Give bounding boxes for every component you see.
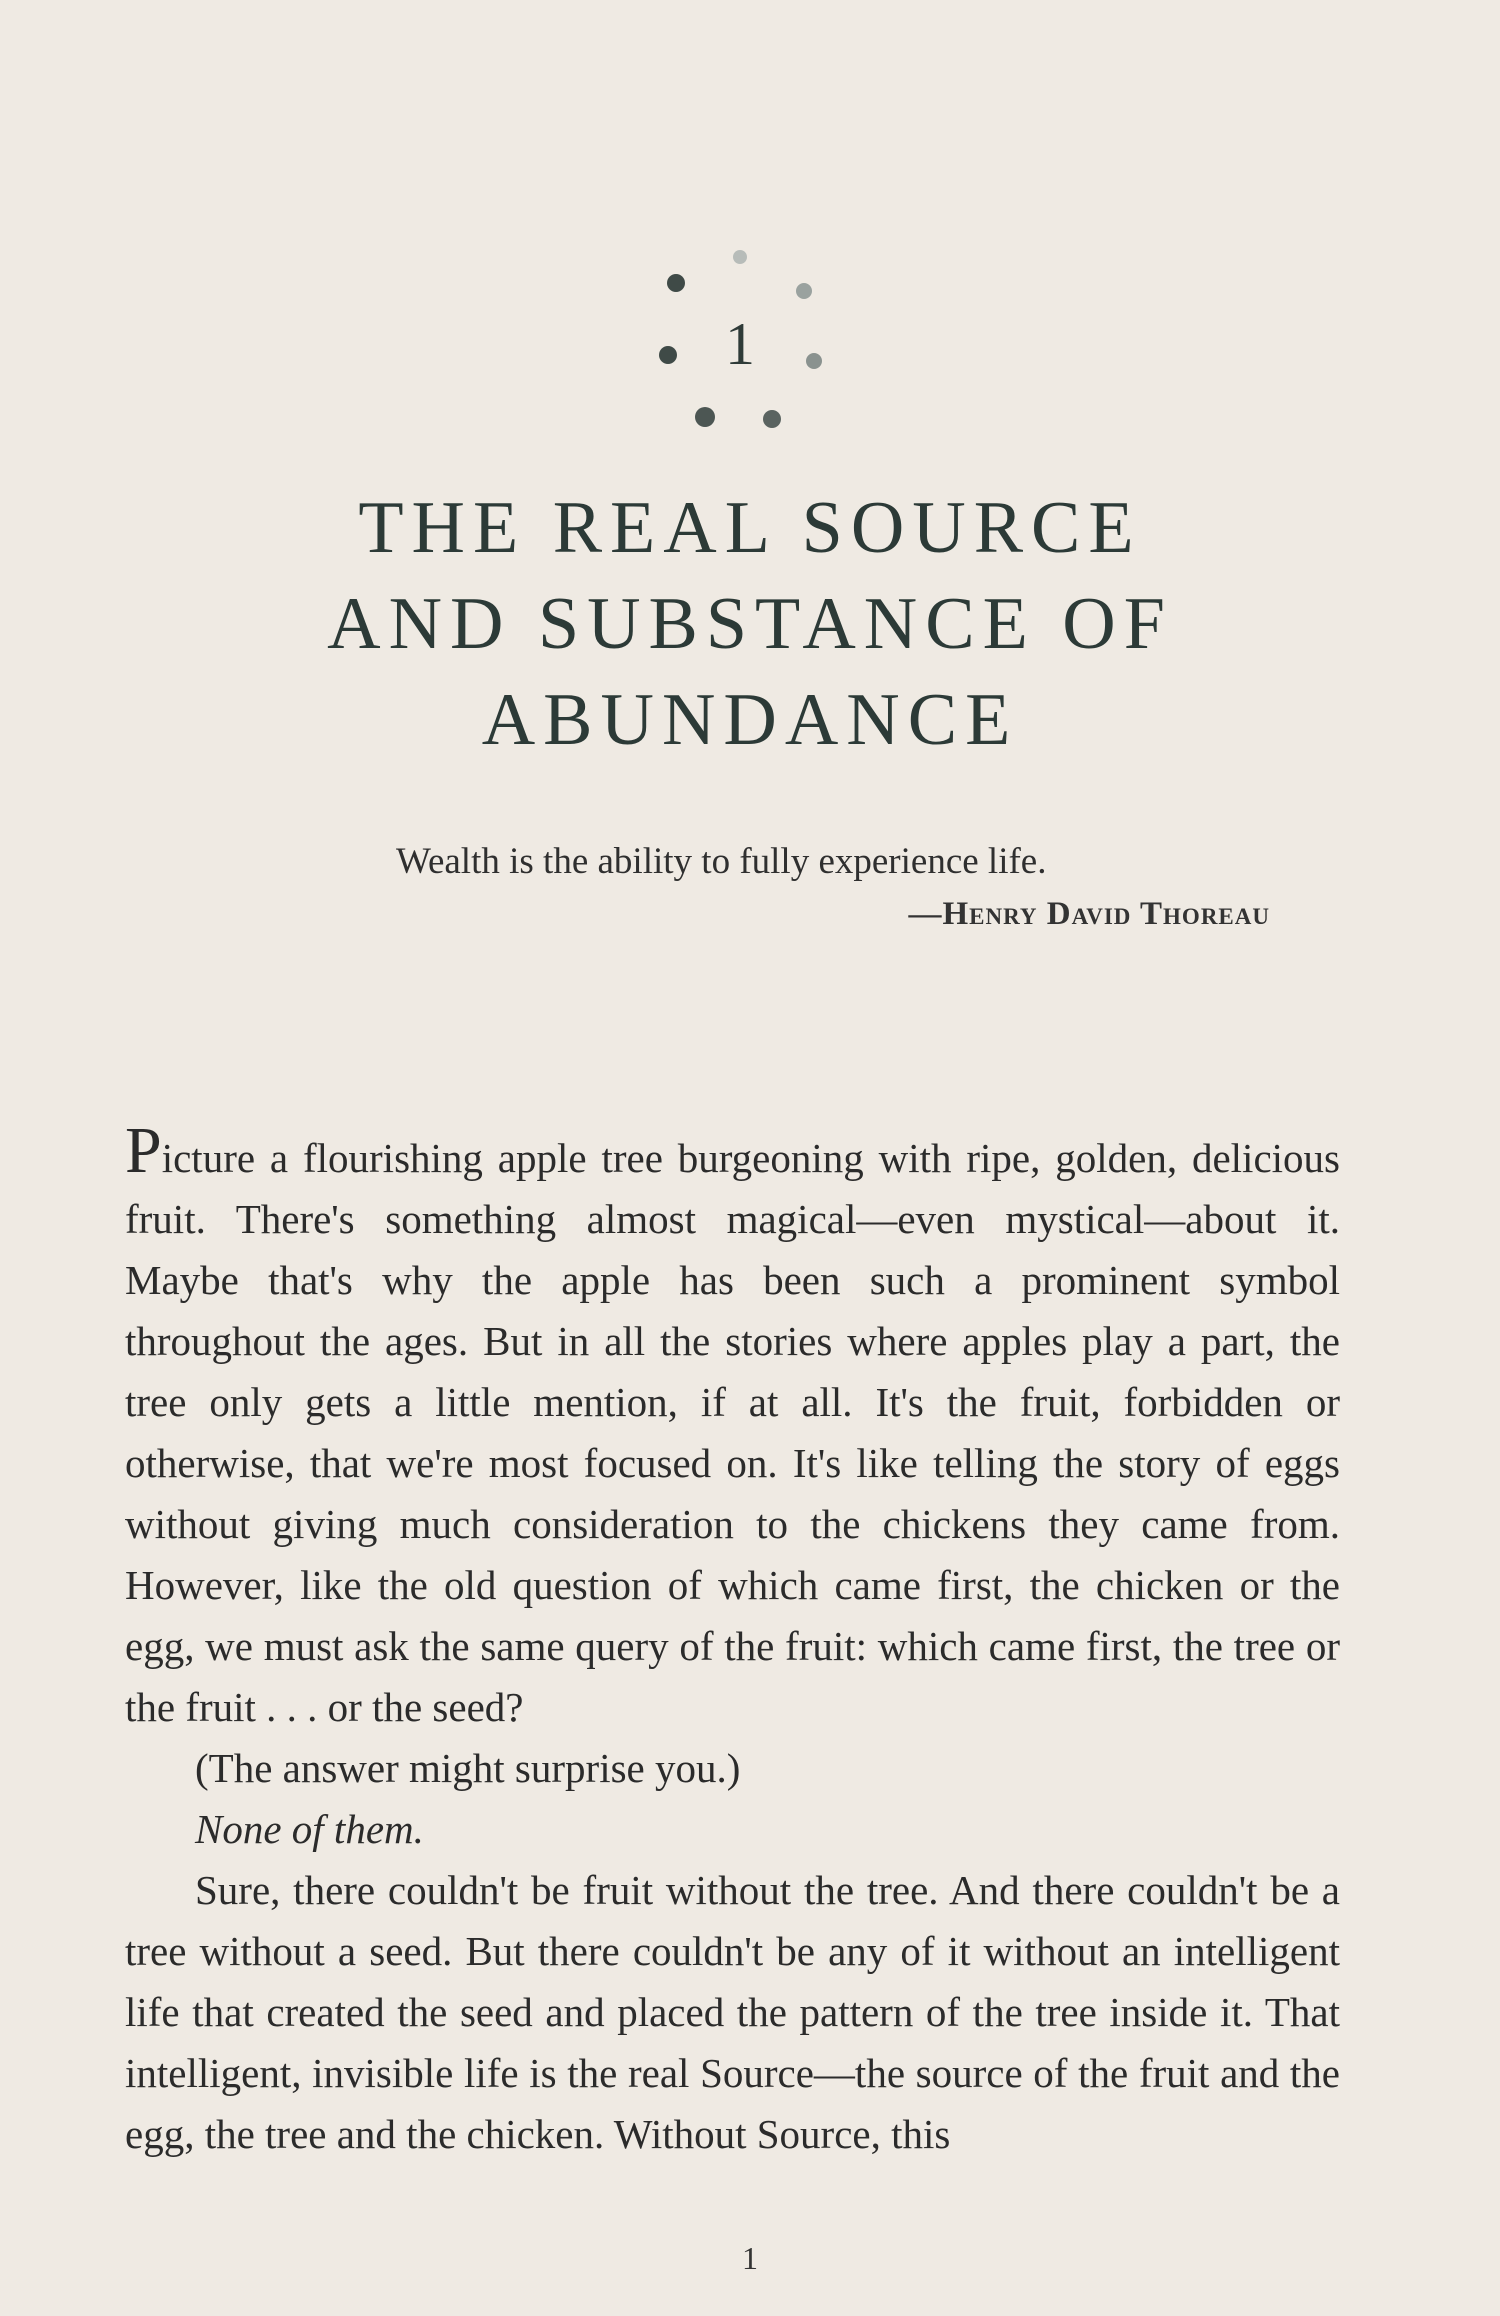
chapter-title-line: ABUNDANCE xyxy=(481,679,1019,761)
paragraph: (The answer might surprise you.) xyxy=(195,1745,741,1791)
ornament-dot xyxy=(695,407,715,427)
chapter-title-line: THE REAL SOURCE xyxy=(358,487,1142,569)
chapter-title-line: AND SUBSTANCE OF xyxy=(327,583,1173,665)
paragraph-text: icture a flourishing apple tree burgeoning with ripe, golden, delicious fruit. There's something almost magical—even mystical—about it. Maybe that's why the apple has been such a prominent symbol throughout the ages. But in all the stories where apples play a part, the tree only gets a little mention, if at all. It's the fruit, forbidden or otherwise, that we're most focused on. It's like telling the story of eggs without giving much consideration to the chickens they came from. However, like the old question of which came first, the chicken or the egg, we must ask the same query of the fruit: which came first, the tree or the fruit . . . or the seed? xyxy=(125,1135,1340,1730)
ornament-dot xyxy=(733,250,747,264)
ornament-dot xyxy=(667,274,685,292)
ornament-dot xyxy=(763,410,781,428)
drop-cap: P xyxy=(125,1114,162,1187)
epigraph-quote: Wealth is the ability to fully experience life. xyxy=(396,841,1047,882)
ornament-dot xyxy=(796,283,812,299)
paragraph xyxy=(125,1114,1340,1738)
page-number: 1 xyxy=(742,2240,758,2276)
paragraph: Sure, there couldn't be fruit without the tree. And there couldn't be a tree without a seed. But there couldn't be any of it without an intelligent life that created the seed and placed the pattern of the tree inside it. That intelligent, invisible life is the real Source—the source of the fruit and the egg, the tree and the chicken. Without Source, this xyxy=(125,1867,1340,2157)
body-text xyxy=(125,1114,1340,2165)
paragraph: None of them. xyxy=(195,1806,424,1852)
ornament-dot xyxy=(659,346,677,364)
chapter-number: 1 xyxy=(725,311,755,377)
ornament-dot xyxy=(806,353,822,369)
epigraph-attribution: —Henry David Thoreau xyxy=(908,896,1270,932)
chapter-title xyxy=(200,480,1300,768)
